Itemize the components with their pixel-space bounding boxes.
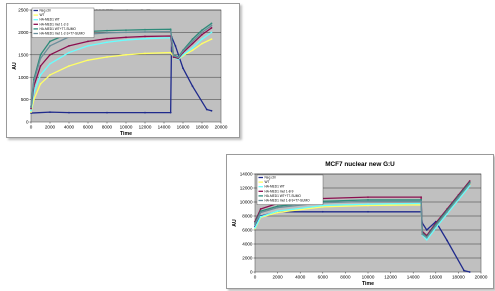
- data-point: [469, 183, 471, 185]
- data-point: [106, 30, 108, 32]
- data-point: [192, 49, 194, 51]
- data-point: [322, 211, 324, 213]
- data-point: [322, 205, 324, 207]
- data-point: [68, 52, 70, 54]
- data-point: [170, 31, 172, 33]
- legend: [257, 175, 323, 205]
- chart-title: MCF7 nuclear new G:U: [325, 161, 395, 168]
- data-point: [277, 210, 279, 212]
- data-point: [420, 196, 422, 198]
- y-tick-label: 0: [25, 119, 29, 125]
- x-tick-label: 6000: [82, 124, 94, 130]
- data-point: [87, 59, 89, 61]
- y-tick-label: 500: [20, 97, 29, 103]
- data-point: [33, 81, 35, 83]
- x-tick-label: 10000: [361, 274, 375, 280]
- data-point: [367, 200, 369, 202]
- legend: [32, 8, 94, 38]
- data-point: [106, 41, 108, 43]
- data-point: [435, 225, 437, 227]
- chart-svg: [227, 155, 493, 288]
- y-tick-label: 0: [249, 269, 253, 275]
- data-point: [40, 65, 42, 67]
- x-axis-label: Time: [119, 131, 133, 137]
- data-point: [125, 32, 127, 34]
- data-point: [30, 106, 32, 108]
- data-point: [367, 211, 369, 213]
- y-tick-label: 10000: [239, 199, 253, 205]
- data-point: [446, 211, 448, 213]
- data-point: [211, 23, 213, 25]
- x-tick-label: 0: [253, 274, 257, 280]
- data-point: [177, 57, 179, 59]
- data-point: [426, 229, 428, 231]
- chart-panel-gt: [6, 3, 240, 138]
- data-point: [144, 36, 146, 38]
- data-point: [192, 47, 194, 49]
- data-point: [173, 55, 175, 57]
- x-tick-label: 14000: [406, 274, 420, 280]
- data-point: [192, 40, 194, 42]
- data-point: [49, 45, 51, 47]
- y-axis-label: AU: [12, 62, 18, 70]
- x-tick-label: 20000: [474, 274, 488, 280]
- y-tick-label: 2000: [242, 255, 253, 261]
- x-tick-label: 16000: [176, 124, 190, 130]
- x-tick-label: 14000: [157, 124, 171, 130]
- data-point: [211, 27, 213, 29]
- x-tick-label: 4000: [295, 274, 306, 280]
- x-tick-label: 18000: [452, 274, 465, 280]
- data-point: [40, 54, 42, 56]
- data-point: [49, 63, 51, 65]
- data-point: [87, 40, 89, 42]
- x-tick-label: 2000: [44, 124, 56, 130]
- data-point: [426, 239, 428, 241]
- data-point: [49, 111, 51, 113]
- legend-entry: HA-MED1 mut 1-2-3+T7-SUMO: [39, 31, 85, 36]
- legend-entry: Neg ctrl: [264, 175, 276, 180]
- chart-panel-gu: [226, 154, 494, 289]
- legend-entry: HA-MED1 WT+T7-SUMO: [39, 26, 76, 31]
- y-tick-label: 14000: [239, 171, 253, 177]
- y-tick-label: 12000: [239, 185, 253, 191]
- data-point: [260, 212, 262, 214]
- data-point: [125, 36, 127, 38]
- data-point: [260, 208, 262, 210]
- data-point: [144, 53, 146, 55]
- x-tick-label: 2000: [272, 274, 283, 280]
- data-point: [87, 45, 89, 47]
- data-point: [106, 112, 108, 114]
- x-tick-label: 6000: [317, 274, 328, 280]
- data-point: [125, 39, 127, 41]
- data-point: [182, 67, 184, 69]
- data-point: [40, 57, 42, 59]
- legend-entry: HA-MED1 mut 1-8-9: [264, 189, 294, 194]
- data-point: [469, 271, 471, 273]
- data-point: [49, 54, 51, 56]
- data-point: [170, 112, 172, 114]
- chart-svg: [7, 4, 239, 137]
- data-point: [211, 38, 213, 40]
- legend-entry: WT: [264, 180, 270, 185]
- y-tick-label: 2000: [18, 30, 29, 35]
- y-axis-label: AU: [232, 219, 238, 227]
- y-tick-label: 1000: [18, 74, 29, 80]
- legend-entry: Neg ctrl: [39, 8, 51, 13]
- data-point: [201, 32, 203, 34]
- legend-entry: WT: [39, 13, 45, 18]
- data-point: [144, 31, 146, 33]
- data-point: [68, 112, 70, 114]
- data-point: [201, 43, 203, 45]
- data-point: [144, 29, 146, 31]
- x-axis-label: Time: [361, 281, 375, 287]
- x-tick-label: 0: [29, 124, 33, 130]
- data-point: [170, 52, 172, 54]
- x-tick-label: 20000: [214, 124, 228, 130]
- data-point: [201, 38, 203, 40]
- legend-entry: HA-MED1 WT: [264, 184, 285, 189]
- data-point: [49, 40, 51, 42]
- data-point: [144, 38, 146, 40]
- data-point: [106, 38, 108, 40]
- data-point: [277, 207, 279, 209]
- x-tick-label: 4000: [63, 124, 75, 130]
- data-point: [175, 45, 177, 47]
- x-tick-label: 12000: [138, 124, 152, 130]
- data-point: [192, 38, 194, 40]
- data-point: [206, 109, 208, 111]
- data-point: [192, 85, 194, 87]
- legend-entry: HA-MED1 WT+T7-SUMO: [264, 193, 301, 198]
- data-point: [211, 110, 213, 112]
- y-tick-label: 4000: [242, 241, 253, 247]
- data-point: [125, 29, 127, 31]
- x-tick-label: 18000: [195, 124, 209, 130]
- data-point: [211, 32, 213, 34]
- data-point: [426, 237, 428, 239]
- data-point: [367, 203, 369, 205]
- data-point: [144, 112, 146, 114]
- data-point: [68, 45, 70, 47]
- data-point: [201, 34, 203, 36]
- data-point: [458, 197, 460, 199]
- data-point: [106, 32, 108, 34]
- y-tick-label: 1500: [18, 52, 29, 58]
- y-tick-label: 6000: [242, 227, 253, 233]
- data-point: [367, 196, 369, 198]
- legend-entry: HA-MED1 WT: [39, 17, 60, 22]
- x-tick-label: 12000: [384, 274, 397, 280]
- x-tick-label: 8000: [340, 274, 351, 280]
- data-point: [40, 74, 42, 76]
- data-point: [49, 74, 51, 76]
- data-point: [192, 43, 194, 45]
- data-point: [106, 56, 108, 58]
- x-tick-label: 16000: [429, 274, 443, 280]
- data-point: [68, 65, 70, 67]
- data-point: [254, 227, 256, 229]
- x-tick-label: 10000: [119, 124, 133, 130]
- data-point: [125, 54, 127, 56]
- data-point: [201, 29, 203, 31]
- data-point: [463, 270, 465, 272]
- data-point: [260, 216, 262, 218]
- data-point: [182, 50, 184, 52]
- data-point: [446, 240, 448, 242]
- legend-entry: HA-MED1 mut 1-8-9+T7-SUMO: [264, 198, 310, 203]
- data-point: [420, 200, 422, 202]
- data-point: [40, 83, 42, 85]
- data-point: [170, 28, 172, 30]
- y-tick-label: 2500: [18, 7, 29, 13]
- y-tick-label: 8000: [242, 213, 253, 219]
- data-point: [254, 224, 256, 226]
- data-point: [211, 25, 213, 27]
- legend-entry: HA-MED1 mut 1-2-3: [39, 22, 69, 27]
- data-point: [421, 233, 423, 235]
- data-point: [30, 110, 32, 112]
- x-tick-label: 8000: [101, 124, 113, 130]
